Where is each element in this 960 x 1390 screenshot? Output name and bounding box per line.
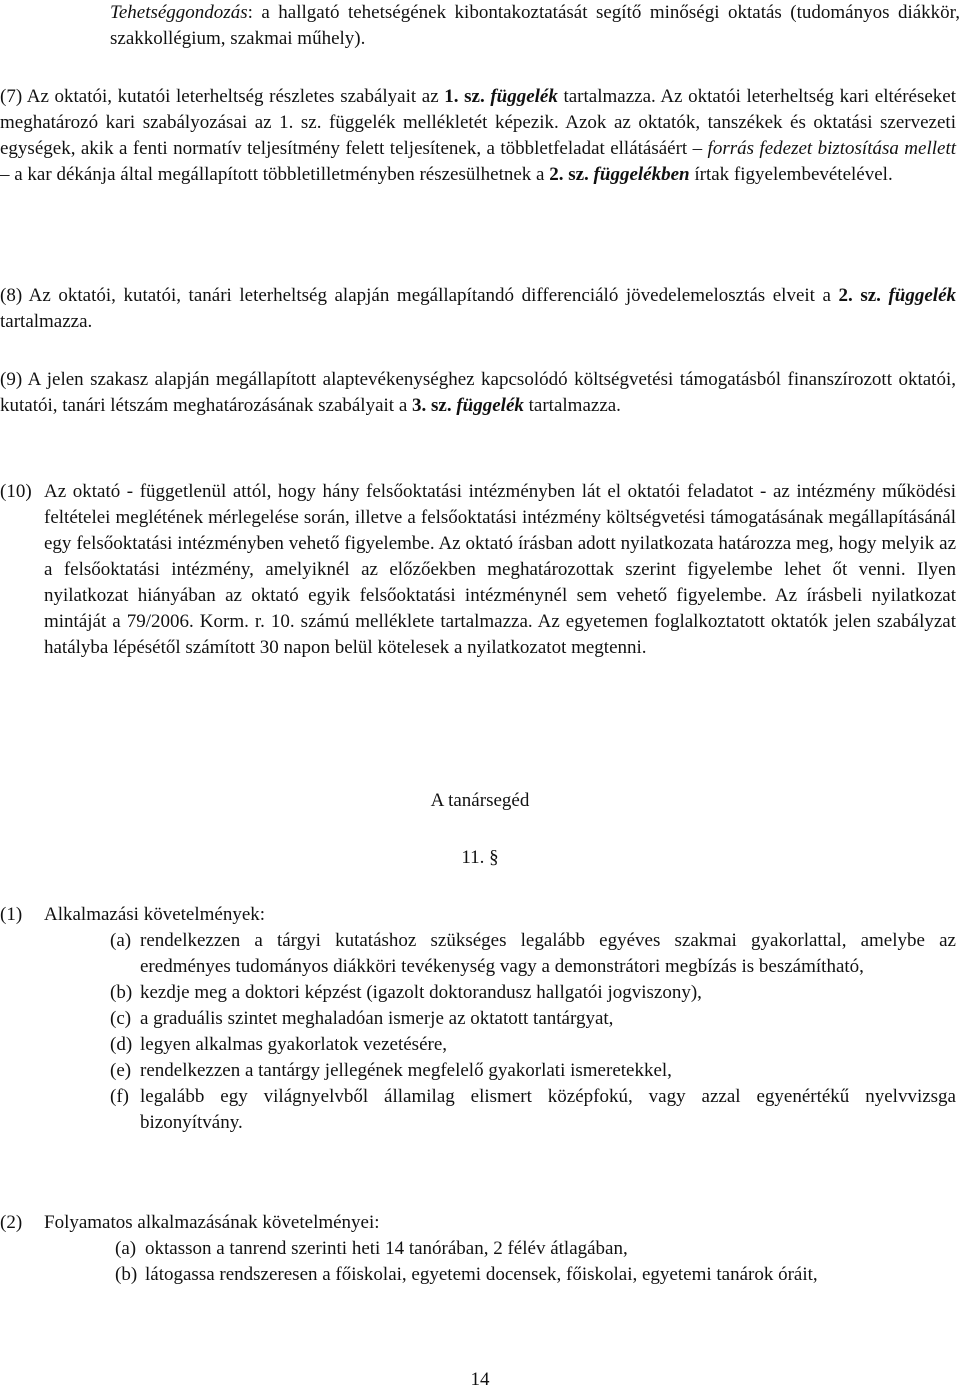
paragraph-8: (8) Az oktatói, kutatói, tanári leterheltség alapján megállapítandó differenciáló jövedelemelosztás elveit a 2. sz. függelék tartalmazza. bbox=[0, 285, 957, 332]
subsection-title: Alkalmazási követelmények: bbox=[44, 904, 266, 925]
list-item-label: (a) bbox=[115, 1238, 137, 1259]
talent-care-definition bbox=[0, 0, 960, 52]
list-item-text: rendelkezzen a tantárgy jellegének megfelelő gyakorlati ismeretekkel, bbox=[140, 1060, 672, 1081]
paragraph-10 bbox=[0, 479, 960, 661]
list-item bbox=[110, 1032, 960, 1058]
requirements-list bbox=[0, 1236, 960, 1288]
list-item-text: kezdje meg a doktori képzést (igazolt doktorandusz hallgatói jogviszony), bbox=[140, 982, 702, 1003]
list-item-text: a graduális szintet meghaladóan ismerje az oktatott tantárgyat, bbox=[140, 1008, 614, 1029]
paragraph-number: (10) bbox=[0, 481, 32, 502]
list-item-text: oktasson a tanrend szerinti heti 14 tanórában, 2 félév átlagában, bbox=[145, 1238, 628, 1259]
paragraph-text: Az oktató - függetlenül attól, hogy hány felsőoktatási intézményben lát el oktatói feladatot - az intézmény működési feltételei meglétének mérlegelése során, illetve a felsőoktatási intézmény költségvetési támogatásának megállapításánál egy felsőoktatási intézményben vehető figyelembe. Az oktató írásban adott nyilatkozata határozza meg, hogy melyik az a felsőoktatási intézmény, amelyiknél az előzőekben meghatározottak szerint figyelembe lehet őt venni. Ilyen nyilatkozat hiányában az oktató egyik felsőoktatási intézménynél sem vehető figyelembe. Az írásbeli nyilatkozat mintáját a 79/2006. Korm. r. 10. számú melléklete tartalmazza. Az egyetemen foglalkoztatott oktatók jelen szabályzat hatályba lépésétől számított 30 napon belül kötelesek a nyilatkozatot megtenni. bbox=[44, 481, 956, 658]
definition-term: Tehetséggondozás bbox=[110, 2, 248, 23]
requirements-list bbox=[0, 928, 960, 1136]
list-item bbox=[110, 1084, 960, 1136]
list-item-label: (a) bbox=[110, 930, 132, 951]
list-item bbox=[110, 980, 960, 1006]
section-title: A tanársegéd bbox=[430, 790, 530, 811]
list-item bbox=[115, 1236, 960, 1262]
section-number: 11. § bbox=[461, 847, 499, 868]
list-item bbox=[110, 1058, 960, 1084]
paragraph-number: (7) bbox=[0, 86, 23, 107]
definition-text: : a hallgató tehetségének kibontakoztatását segítő minőségi oktatás (tudományos diákkör, szakkollégium, szakmai műhely). bbox=[110, 2, 960, 49]
list-item bbox=[115, 1262, 960, 1288]
subsection-1 bbox=[0, 902, 960, 1136]
list-item-label: (f) bbox=[110, 1086, 129, 1107]
list-item-text: rendelkezzen a tárgyi kutatáshoz szükséges legalább egyéves szakmai gyakorlattal, amelybe az eredményes tudományos diákköri tevékenység vagy a demonstrátori megbízás is beszámítható, bbox=[140, 930, 956, 977]
list-item-text: látogassa rendszeresen a főiskolai, egyetemi docensek, főiskolai, egyetemi tanárok óráit, bbox=[145, 1264, 818, 1285]
list-item-label: (c) bbox=[110, 1008, 132, 1029]
list-item-label: (b) bbox=[115, 1264, 138, 1285]
page-number: 14 bbox=[470, 1369, 490, 1390]
subsection-2 bbox=[0, 1210, 960, 1288]
paragraph-7: (7) Az oktatói, kutatói leterheltség részletes szabályait az 1. sz. függelék tartalmazza. Az oktatói leterheltség kari eltéréseket meghatározó kari szabályozásai az 1. sz. függelék mellékletét képezik. Azok az oktatók, tanszékek és oktatási szervezeti egységek, akik a fenti normatív teljesítmény felett teljesítenek, a többletfeladat ellátásáért – forrás fedezet biztosítása mellett – a kar dékánja által megállapított többletilletményben részesülhetnek a 2. sz. függelékben írtak figyelembevételével. bbox=[0, 86, 957, 185]
paragraph-number: (8) bbox=[0, 285, 23, 306]
paragraph-number: (9) bbox=[0, 369, 23, 390]
paragraph-9: (9) A jelen szakasz alapján megállapított alaptevékenységhez kapcsolódó költségvetési támogatásból finanszírozott oktatói, kutatói, tanári létszám meghatározásának szabályait a 3. sz. függelék tartalmazza. bbox=[0, 369, 956, 416]
list-item-text: legalább egy világnyelvből államilag elismert középfokú, vagy azzal egyenértékű nyelvvizsga bizonyítvány. bbox=[140, 1086, 956, 1133]
subsection-number: (2) bbox=[0, 1212, 23, 1233]
list-item bbox=[110, 928, 960, 980]
list-item bbox=[110, 1006, 960, 1032]
subsection-title: Folyamatos alkalmazásának követelményei: bbox=[44, 1212, 380, 1233]
subsection-number: (1) bbox=[0, 904, 23, 925]
list-item-text: legyen alkalmas gyakorlatok vezetésére, bbox=[140, 1034, 448, 1055]
list-item-label: (b) bbox=[110, 982, 133, 1003]
list-item-label: (d) bbox=[110, 1034, 133, 1055]
list-item-label: (e) bbox=[110, 1060, 132, 1081]
